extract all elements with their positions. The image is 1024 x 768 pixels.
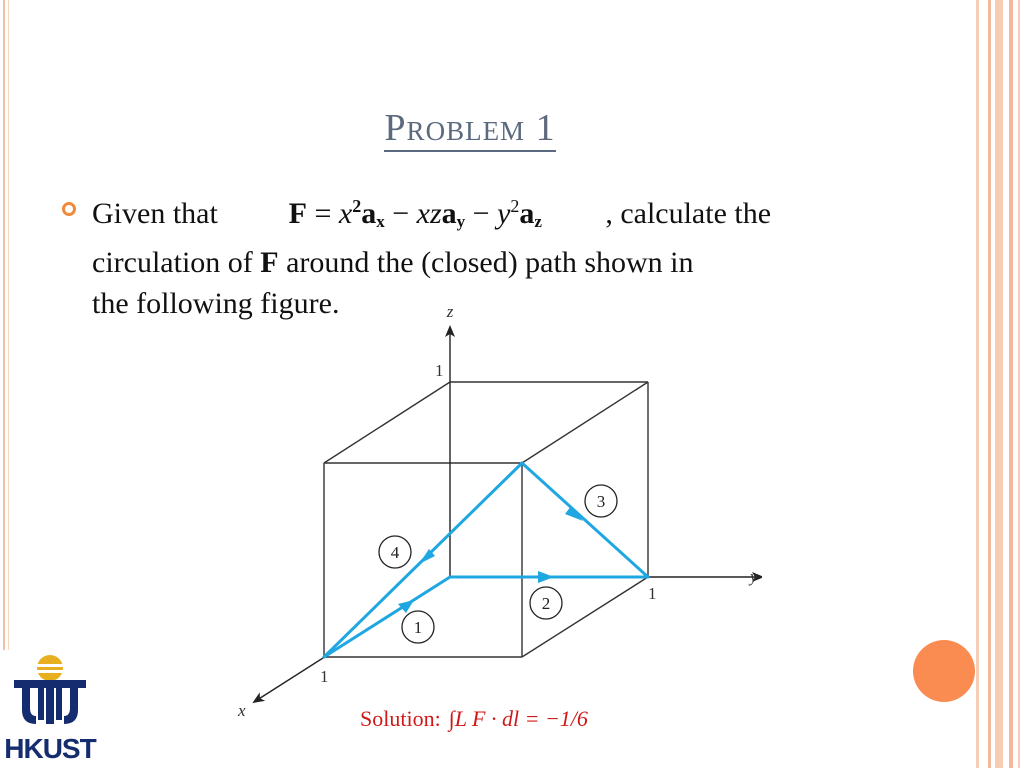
line3: the following figure. (92, 287, 340, 320)
hkust-logo-text: HKUST (4, 733, 96, 764)
cube-path-figure (232, 305, 762, 727)
line2-bold: F (260, 246, 279, 279)
segment-label-2: 2 (541, 594, 551, 613)
tick-x-1: 1 (320, 667, 329, 686)
cube-edges (324, 382, 648, 657)
problem-statement (92, 186, 892, 324)
axis-label-x: x (238, 701, 246, 720)
solution-text (360, 706, 588, 732)
segment-label-1: 1 (413, 618, 423, 637)
tick-z-1: 1 (435, 361, 444, 380)
arrow-seg1 (398, 600, 414, 613)
slide-frame-left (0, 0, 12, 650)
axes (254, 327, 762, 702)
axis-label-z: z (446, 305, 454, 321)
slide-frame-right (976, 0, 1024, 768)
bullet-icon (62, 202, 76, 216)
given-text: Given that (92, 197, 218, 230)
edge (522, 382, 648, 463)
segment-label-4: 4 (390, 543, 400, 562)
edge (324, 382, 450, 463)
field-equation: $F = x^2a_x - xza_y - y^2a_z$ (288, 196, 542, 231)
arrow-seg2 (538, 571, 554, 583)
tick-y-1: 1 (648, 584, 657, 603)
segment-label-3: 3 (596, 492, 606, 511)
slide-title-text: Problem 1 (384, 107, 555, 152)
solution-label: Solution: (360, 706, 441, 731)
line2-post: around the (closed) path shown in (278, 246, 694, 279)
slide-title (0, 106, 940, 150)
line2-pre: circulation of (92, 246, 261, 279)
solution-expression: ∫L F · dl = −1/6 (448, 706, 588, 731)
axis-label-y: y (750, 567, 758, 586)
accent-dot (913, 640, 975, 702)
after-equation-text: , calculate the (605, 197, 772, 230)
path-segment-3 (522, 463, 648, 577)
